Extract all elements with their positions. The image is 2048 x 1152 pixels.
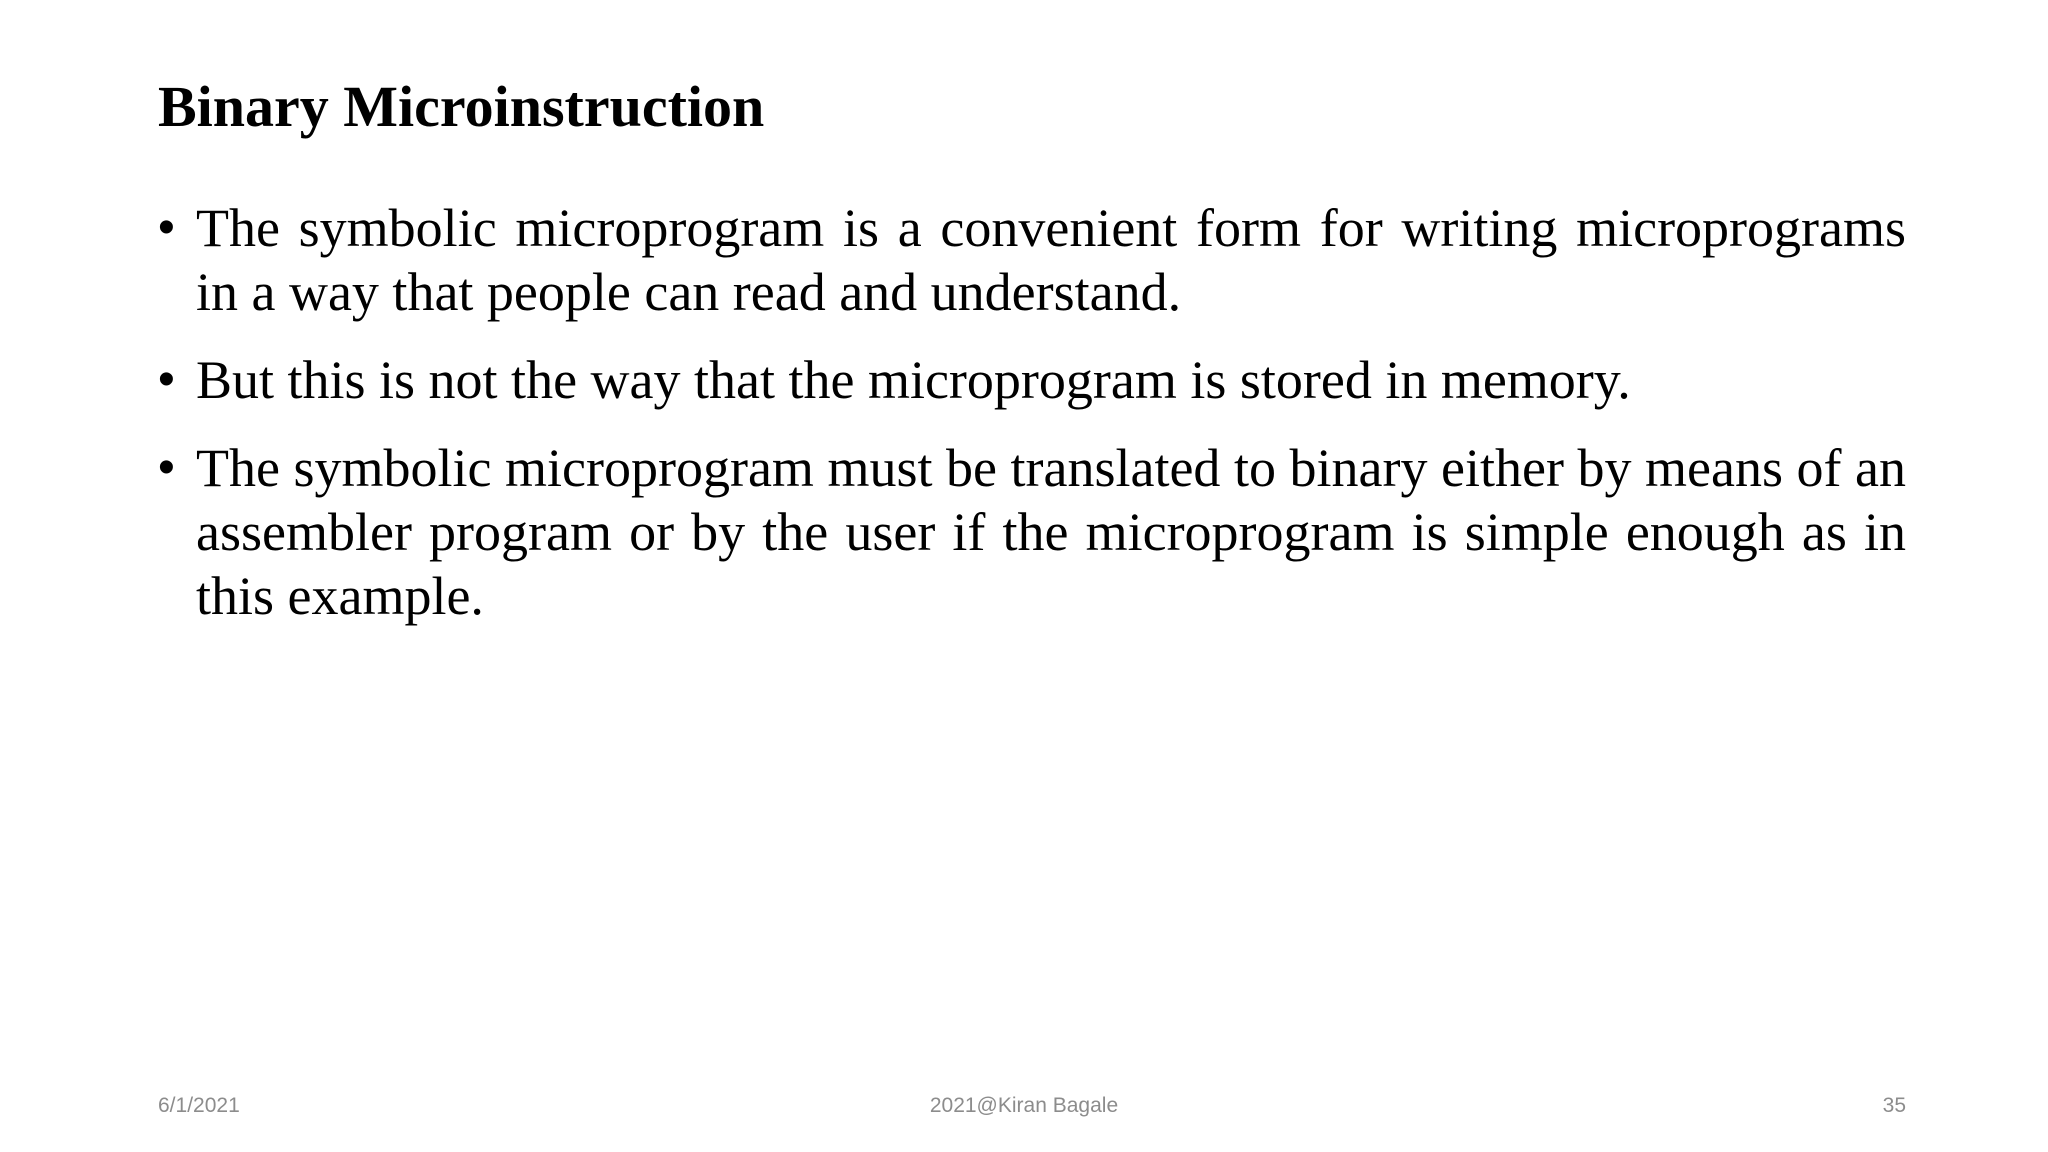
bullet-list — [158, 196, 1906, 652]
bullet-text: But this is not the way that the microprogram is stored in memory. — [196, 350, 1631, 410]
bullet-marker-icon: • — [158, 353, 175, 406]
bullet-item — [158, 196, 1906, 324]
footer-author: 2021@Kiran Bagale — [929, 1094, 1119, 1117]
bullet-marker-icon: • — [158, 441, 175, 494]
footer-date: 6/1/2021 — [158, 1094, 240, 1117]
bullet-marker-icon: • — [158, 201, 175, 254]
bullet-item — [158, 436, 1906, 628]
bullet-text: The symbolic microprogram must be translated to binary either by means of an assembler program or by the user if the microprogram is simple enough as in this example. — [196, 438, 1906, 626]
slide-title: Binary Microinstruction — [158, 74, 765, 139]
bullet-item — [158, 348, 1906, 412]
footer-page-number: 35 — [1882, 1094, 1906, 1117]
bullet-text: The symbolic microprogram is a convenient form for writing microprograms in a way that people can read and understand. — [196, 198, 1906, 322]
